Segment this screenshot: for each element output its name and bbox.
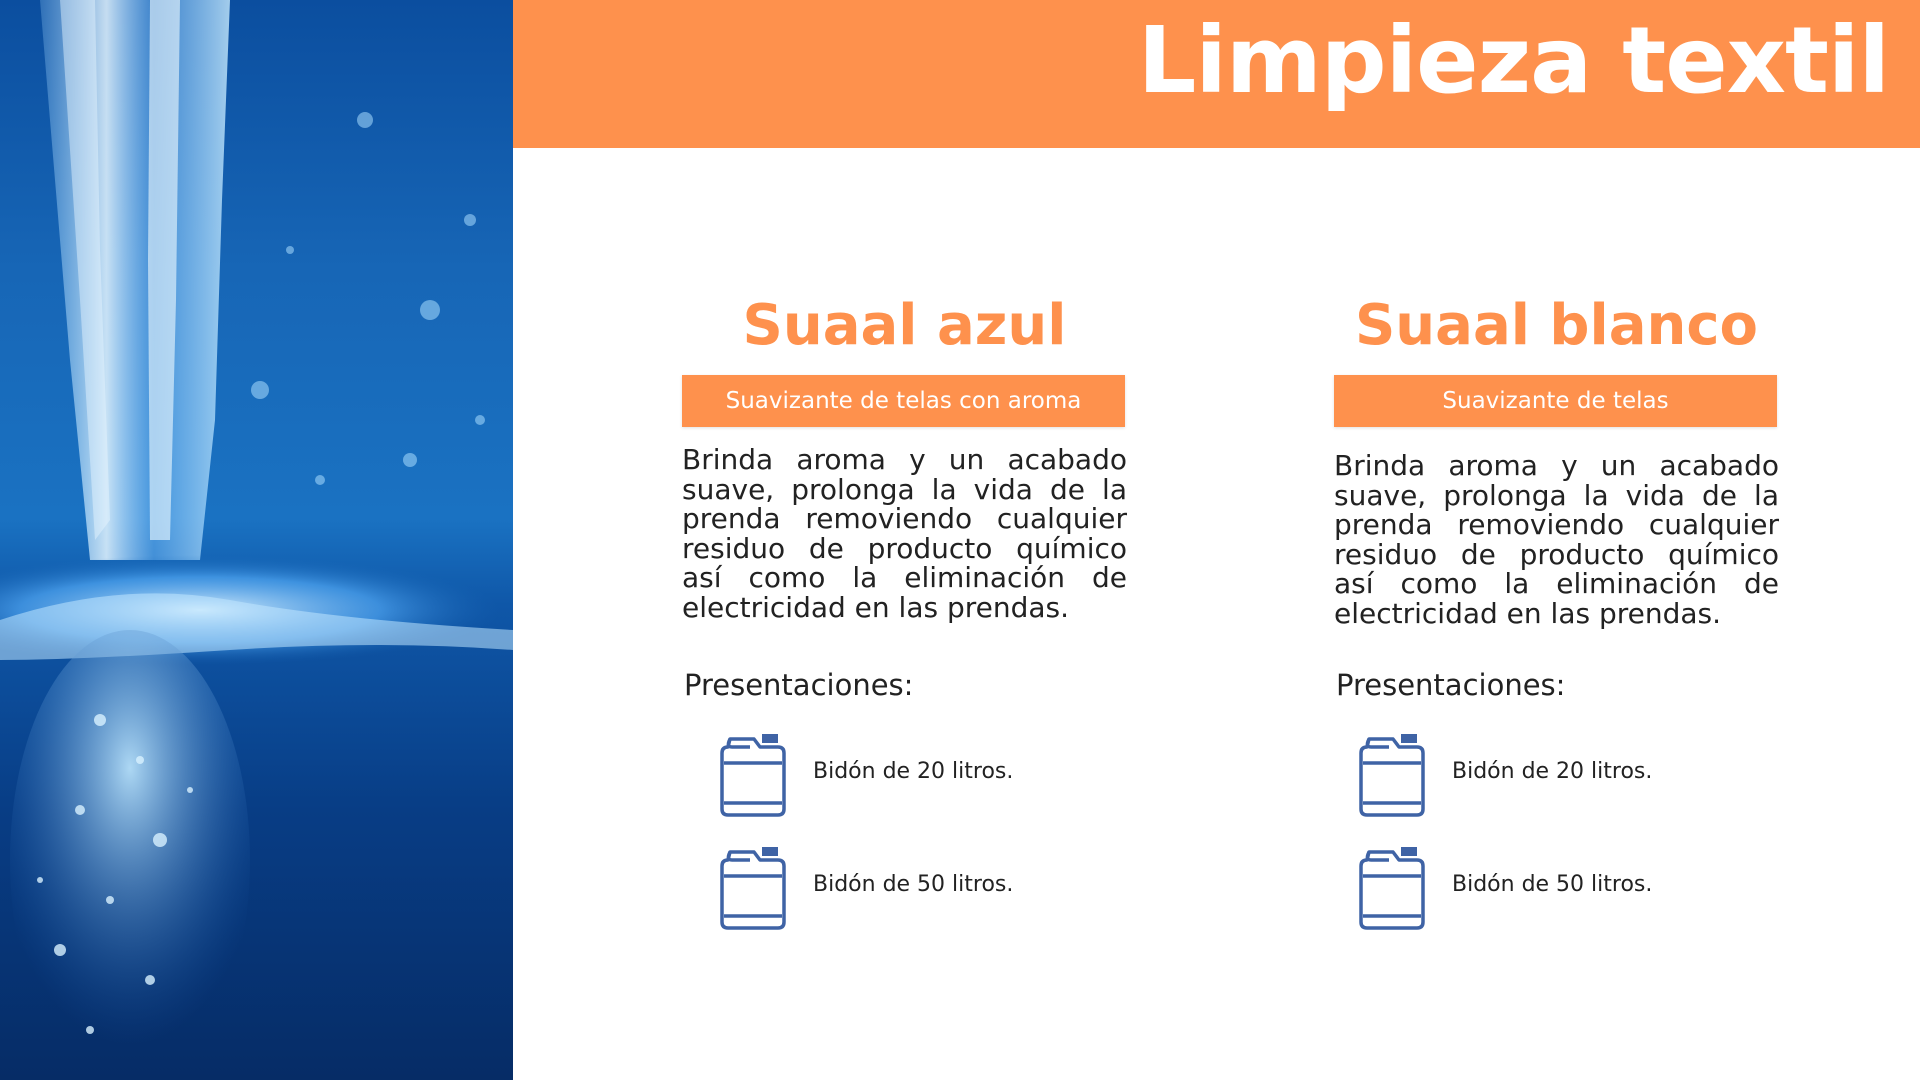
product-description: Brinda aroma y un acabado suave, prolonga la vida de la prenda removiendo cualquier residuo de producto químico así como la eliminación de electricidad en las prendas. bbox=[682, 443, 1127, 624]
product-name: Suaal blanco bbox=[1354, 293, 1759, 358]
jug-icon bbox=[1359, 846, 1425, 930]
product-card-suaal-azul bbox=[682, 290, 1127, 897]
jug-icon bbox=[720, 846, 786, 930]
presentation-label: Bidón de 50 litros. bbox=[813, 872, 1014, 897]
page-title: Limpieza textil bbox=[1137, 7, 1889, 114]
product-subtitle-badge: Suavizante de telas con aroma bbox=[682, 375, 1125, 427]
water-photo bbox=[0, 0, 513, 1080]
product-description: Brinda aroma y un acabado suave, prolonga la vida de la prenda removiendo cualquier residuo de producto químico así como la eliminación de electricidad en las prendas. bbox=[1334, 449, 1779, 630]
jug-icon bbox=[1359, 733, 1425, 817]
product-name: Suaal azul bbox=[742, 293, 1067, 358]
presentation-label: Bidón de 20 litros. bbox=[813, 759, 1014, 784]
presentations-label: Presentaciones: bbox=[684, 668, 914, 702]
presentation-item bbox=[720, 846, 1140, 930]
presentation-label: Bidón de 20 litros. bbox=[1452, 759, 1653, 784]
presentation-label: Bidón de 50 litros. bbox=[1452, 872, 1653, 897]
header-bar bbox=[513, 0, 1920, 148]
presentations-label: Presentaciones: bbox=[1336, 668, 1566, 702]
presentation-item bbox=[1359, 733, 1779, 817]
product-card-suaal-blanco bbox=[1334, 290, 1779, 897]
presentation-item bbox=[1359, 846, 1779, 930]
jug-icon bbox=[720, 733, 786, 817]
product-subtitle-badge: Suavizante de telas bbox=[1334, 375, 1777, 427]
presentation-item bbox=[720, 733, 1140, 817]
